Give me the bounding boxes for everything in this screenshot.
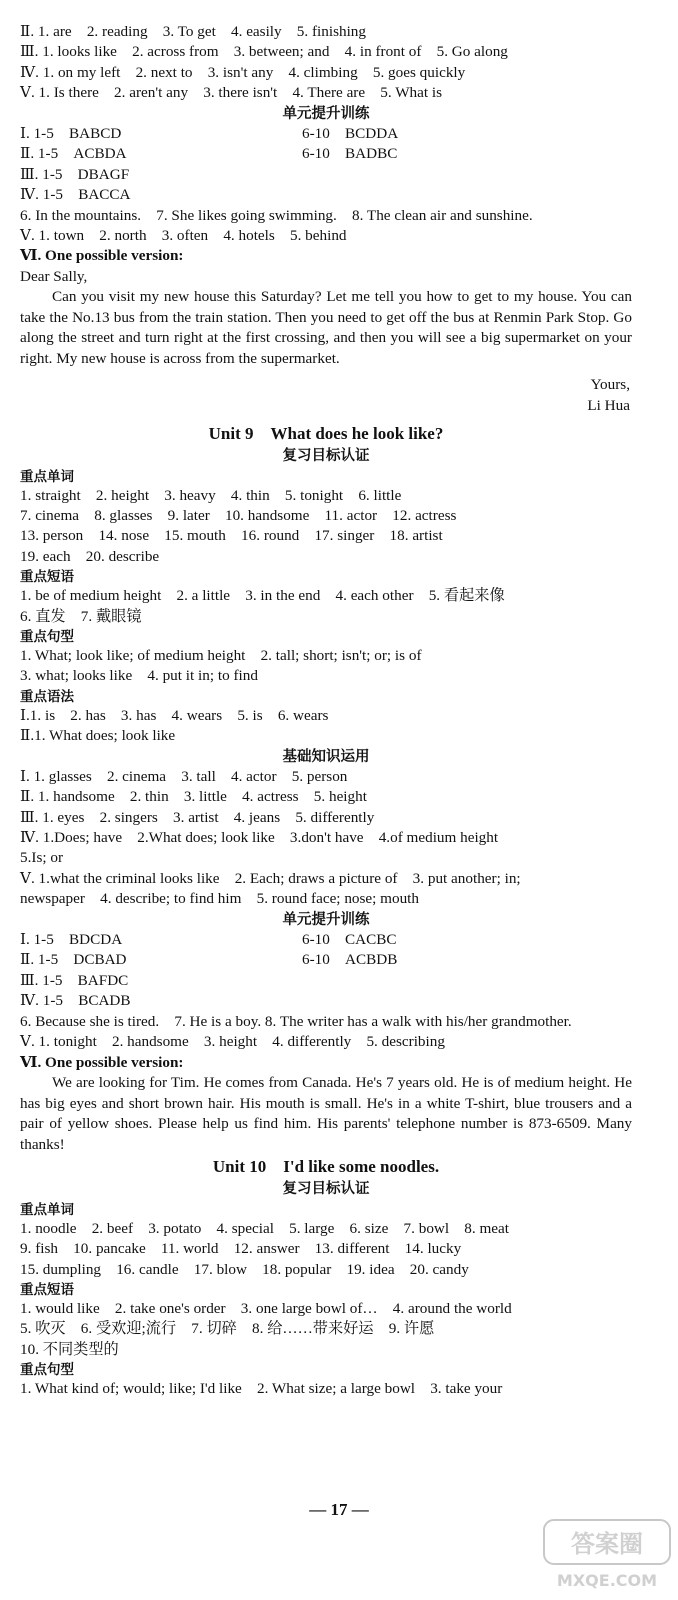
answer-line: 15. dumpling 16. candle 17. blow 18. popular 19. idea 20. candy [20, 1260, 469, 1278]
category-label: 重点语法 [20, 688, 74, 704]
answer-line: Ⅳ. 1-5 BACCA [20, 186, 131, 204]
answer-line: 9. fish 10. pancake 11. world 12. answer 13. different 14. lucky [20, 1240, 462, 1258]
answer-line: 6. In the mountains. 7. She likes going swimming. 8. The clean air and sunshine. [20, 206, 533, 224]
answer-line: 3. what; looks like 4. put it in; to find [20, 667, 258, 685]
answer-line: 1. noodle 2. beef 3. potato 4. special 5. large 6. size 7. bowl 8. meat [20, 1219, 509, 1237]
answer-line: Ⅱ.1. What does; look like [20, 727, 176, 745]
answer-line: Ⅰ. 1. glasses 2. cinema 3. tall 4. actor 5. person [20, 767, 348, 785]
answer-page [20, 22, 632, 1399]
section-heading: 复习目标认证 [282, 448, 370, 465]
answer-line [20, 930, 632, 950]
answer-line: 19. each 20. describe [20, 547, 160, 565]
letter-closing: Yours, [590, 376, 630, 394]
answer-line: Ⅲ. 1. eyes 2. singers 3. artist 4. jeans 5. differently [20, 808, 375, 826]
essay-body: We are looking for Tim. He comes from Canada. He's 7 years old. He is of medium height. He has big eyes and short brown hair. His mouth is small. He's in a white T-shirt, blue trousers and a pair of yellow shoes. Please help us find him. His parents' telephone number is 873-6509. Many thanks! [20, 1073, 632, 1153]
answer-line: Ⅳ. 1. on my left 2. next to 3. isn't any 4. climbing 5. goes quickly [20, 63, 466, 81]
answer-line: 5. 吹灭 6. 受欢迎;流行 7. 切碎 8. 给……带来好运 9. 许愿 [20, 1320, 435, 1338]
answer-line: 6. 直发 7. 戴眼镜 [20, 607, 142, 625]
answer-line: 10. 不同类型的 [20, 1340, 119, 1358]
answer-line: Ⅲ. 1. looks like 2. across from 3. between; and 4. in front of 5. Go along [20, 43, 508, 61]
answer-line [20, 124, 632, 144]
answer-line: 13. person 14. nose 15. mouth 16. round 17. singer 18. artist [20, 527, 443, 545]
answer-col-right: 6-10 CACBC [302, 931, 397, 949]
answer-col-left: Ⅰ. 1-5 BDCDA [20, 931, 123, 949]
answer-line: 1. straight 2. height 3. heavy 4. thin 5. tonight 6. little [20, 486, 402, 504]
letter-body: Can you visit my new house this Saturday? Let me tell you how to get to my house. You can take the No.13 bus from the train station. Then you need to get off the bus at Renmin Park Stop. Go along the street and turn right at the first crossing, and then you will see a big supermarket on your right. My new house is across from the supermarket. [20, 288, 632, 367]
category-label: 重点单词 [20, 468, 74, 484]
letter-signature: Li Hua [587, 396, 630, 414]
version-label: Ⅵ. One possible version: [20, 1053, 184, 1071]
unit-title: Unit 9 What does he look like? [208, 424, 444, 444]
answer-line: newspaper 4. describe; to find him 5. round face; nose; mouth [20, 890, 419, 908]
answer-line: Ⅰ.1. is 2. has 3. has 4. wears 5. is 6. wears [20, 706, 329, 724]
answer-col-left: Ⅱ. 1-5 ACBDA [20, 145, 127, 163]
answer-line: Ⅲ. 1-5 DBAGF [20, 165, 130, 183]
answer-col-left: Ⅰ. 1-5 BABCD [20, 124, 122, 142]
section-heading: 单元提升训练 [282, 105, 370, 122]
answer-line: Ⅴ. 1. tonight 2. handsome 3. height 4. differently 5. describing [20, 1033, 445, 1051]
answer-line: Ⅱ. 1. handsome 2. thin 3. little 4. actress 5. height [20, 788, 367, 806]
answer-line [20, 144, 632, 164]
section-heading: 基础知识运用 [282, 748, 370, 765]
answer-col-right: 6-10 BCDDA [302, 124, 399, 142]
answer-line: Ⅴ. 1. town 2. north 3. often 4. hotels 5. behind [20, 226, 347, 244]
answer-line: Ⅳ. 1-5 BCADB [20, 992, 131, 1010]
answer-line: 7. cinema 8. glasses 9. later 10. handsome 11. actor 12. actress [20, 507, 457, 525]
answer-paragraph: 6. Because she is tired. 7. He is a boy. 8. The writer has a walk with his/her grandmother. [20, 1012, 572, 1030]
letter-salutation: Dear Sally, [20, 267, 88, 285]
answer-line: Ⅲ. 1-5 BAFDC [20, 971, 129, 989]
answer-line: 1. be of medium height 2. a little 3. in the end 4. each other 5. 看起来像 [20, 587, 505, 605]
answer-line: 1. What; look like; of medium height 2. tall; short; isn't; or; is of [20, 646, 422, 664]
watermark-text: 答案圈 [571, 1530, 643, 1558]
category-label: 重点句型 [20, 1362, 74, 1378]
answer-line: Ⅱ. 1. are 2. reading 3. To get 4. easily 5. finishing [20, 23, 366, 40]
answer-col-left: Ⅱ. 1-5 DCBAD [20, 951, 127, 969]
section-heading: 复习目标认证 [282, 1181, 370, 1198]
section-heading: 单元提升训练 [282, 911, 370, 928]
answer-line: Ⅴ. 1.what the criminal looks like 2. Each; draws a picture of 3. put another; in; [20, 869, 521, 887]
watermark-url: MXQE.COM [556, 1571, 658, 1590]
answer-col-right: 6-10 BADBC [302, 145, 398, 163]
version-label: Ⅵ. One possible version: [20, 247, 184, 265]
answer-line [20, 950, 632, 970]
category-label: 重点短语 [20, 569, 74, 585]
category-label: 重点短语 [20, 1281, 74, 1297]
answer-col-right: 6-10 ACBDB [302, 951, 398, 969]
category-label: 重点句型 [20, 628, 74, 644]
answer-line: 1. would like 2. take one's order 3. one large bowl of… 4. around the world [20, 1299, 512, 1317]
watermark-logo [542, 1516, 672, 1594]
answer-line: Ⅳ. 1.Does; have 2.What does; look like 3.don't have 4.of medium height [20, 829, 499, 847]
answer-line: 5.Is; or [20, 849, 64, 867]
answer-line: Ⅴ. 1. Is there 2. aren't any 3. there isn't 4. There are 5. What is [20, 84, 443, 102]
unit-title: Unit 10 I'd like some noodles. [212, 1157, 440, 1177]
answer-line: 1. What kind of; would; like; I'd like 2. What size; a large bowl 3. take your [20, 1380, 503, 1398]
page-number: — 17 — [309, 1500, 369, 1519]
category-label: 重点单词 [20, 1201, 74, 1217]
